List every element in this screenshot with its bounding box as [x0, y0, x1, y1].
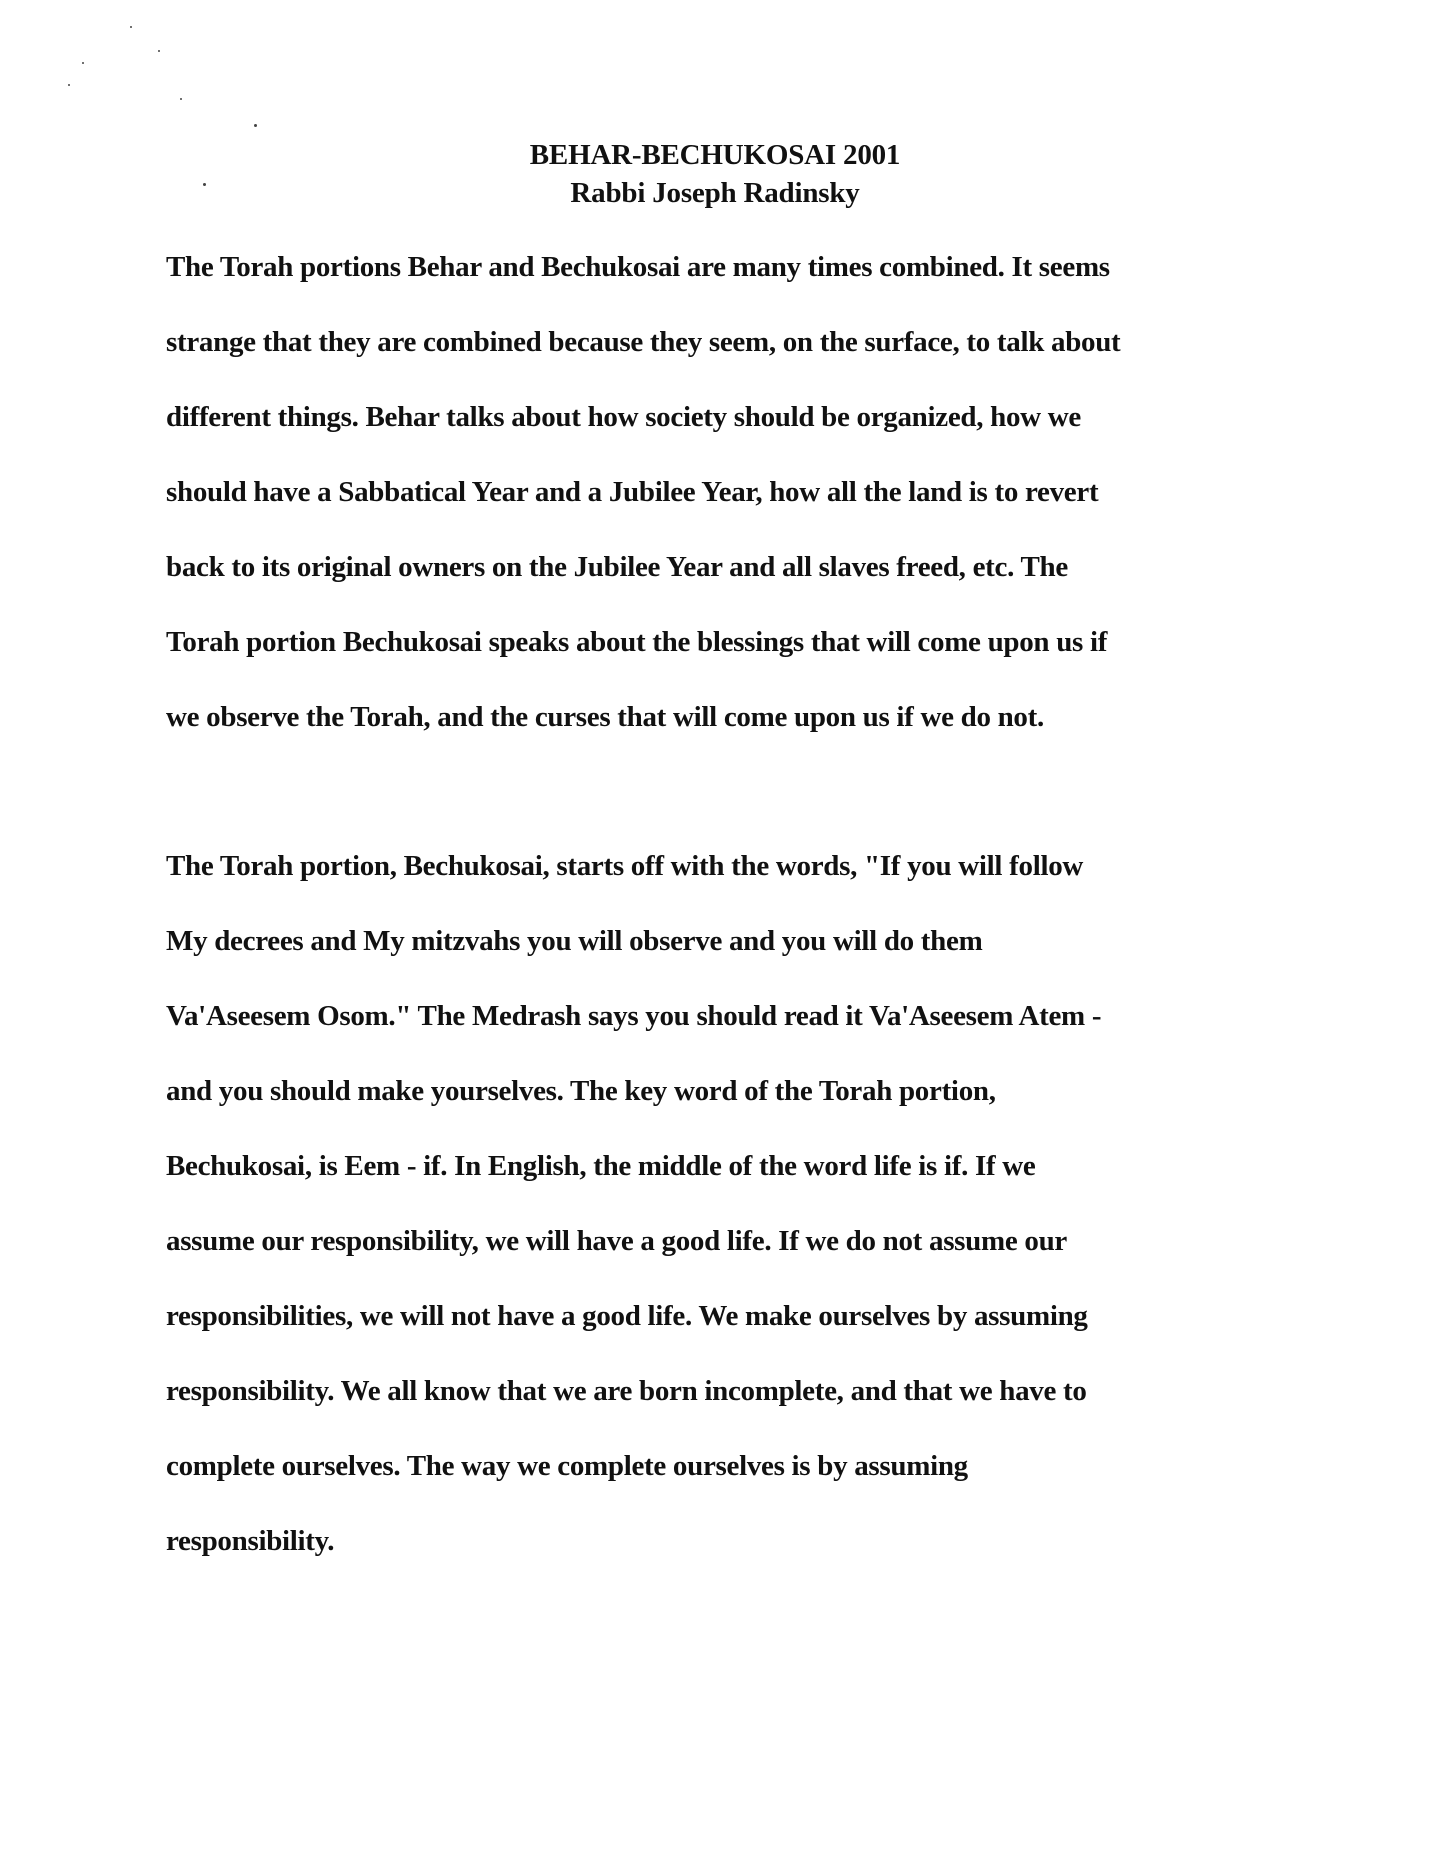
scan-speck [254, 124, 257, 127]
text-line: responsibilities, we will not have a good life. We make ourselves by assuming [166, 1300, 1088, 1332]
text-line: Va'Aseesem Osom." The Medrash says you should read it Va'Aseesem Atem - [166, 1000, 1102, 1032]
paragraph [166, 248, 1306, 773]
text-line: My decrees and My mitzvahs you will observe and you will do them [166, 925, 983, 957]
text-line: different things. Behar talks about how society should be organized, how we [166, 401, 1081, 433]
scan-speck [130, 26, 132, 28]
scan-speck [68, 84, 70, 86]
text-line: strange that they are combined because they seem, on the surface, to talk about [166, 326, 1121, 358]
text-line: The Torah portion, Bechukosai, starts off with the words, "If you will follow [166, 850, 1084, 882]
scan-speck [82, 62, 84, 64]
text-line: should have a Sabbatical Year and a Jubilee Year, how all the land is to revert [166, 476, 1099, 508]
document-author: Rabbi Joseph Radinsky [570, 177, 860, 209]
text-line: The Torah portions Behar and Bechukosai are many times combined. It seems [166, 251, 1110, 283]
text-line: we observe the Torah, and the curses that will come upon us if we do not. [166, 701, 1044, 733]
text-line: assume our responsibility, we will have a good life. If we do not assume our [166, 1225, 1067, 1257]
document-title: BEHAR-BECHUKOSAI 2001 [529, 139, 901, 171]
scan-speck [158, 50, 160, 52]
text-line: Bechukosai, is Eem - if. In English, the middle of the word life is if. If we [166, 1150, 1036, 1182]
text-line: complete ourselves. The way we complete ourselves is by assuming [166, 1450, 968, 1482]
text-line: back to its original owners on the Jubilee Year and all slaves freed, etc. The [166, 551, 1068, 583]
paragraph [166, 847, 1306, 1597]
document-header [0, 136, 1430, 212]
scan-speck [180, 98, 182, 100]
text-line: responsibility. [166, 1525, 335, 1557]
text-line: and you should make yourselves. The key word of the Torah portion, [166, 1075, 996, 1107]
text-line: Torah portion Bechukosai speaks about the blessings that will come upon us if [166, 626, 1108, 658]
text-line: responsibility. We all know that we are born incomplete, and that we have to [166, 1375, 1087, 1407]
